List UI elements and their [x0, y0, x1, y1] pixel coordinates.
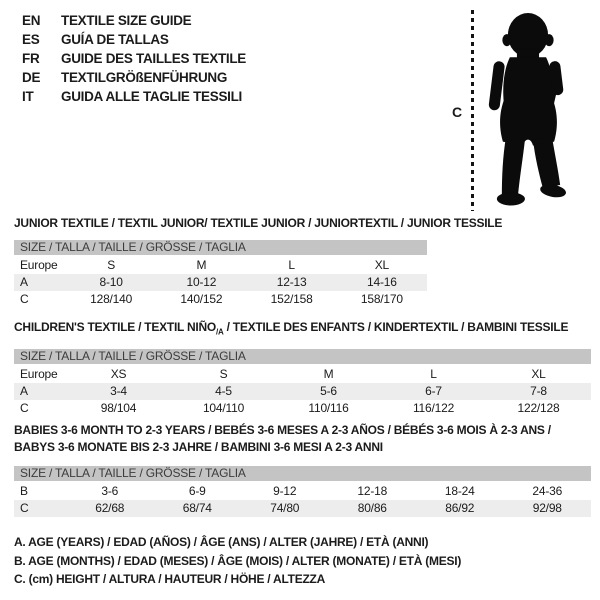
language-row-de	[22, 68, 246, 87]
table-cell: L	[288, 258, 295, 272]
language-code: IT	[22, 89, 34, 104]
table-cell: XL	[374, 258, 390, 272]
table-cell: S	[219, 367, 228, 381]
row-label: C	[20, 401, 29, 415]
height-measure-label: C	[452, 104, 463, 120]
table-row-height	[14, 400, 591, 417]
footnotes	[14, 533, 461, 589]
language-code: ES	[22, 32, 40, 47]
table-cell: 62/68	[95, 501, 125, 515]
height-measure-dashed-line	[471, 10, 474, 211]
row-label: Europe	[20, 367, 58, 381]
babies-table-title-line2: BABYS 3-6 MONATE BIS 2-3 JAHRE / BAMBINI 3-6 MESI A 2-3 ANNI	[14, 440, 383, 454]
size-header-bar: SIZE / TALLA / TAILLE / GRÖSSE / TAGLIA	[14, 240, 427, 255]
language-list	[22, 11, 246, 106]
table-cell: 18-24	[444, 484, 475, 498]
language-row-fr	[22, 49, 246, 68]
language-code: EN	[22, 13, 41, 28]
table-cell: XS	[110, 367, 127, 381]
table-cell: 6-9	[188, 484, 206, 498]
table-cell: 24-36	[532, 484, 563, 498]
table-cell: 3-6	[101, 484, 119, 498]
language-row-es	[22, 30, 246, 49]
table-cell: 140/152	[180, 292, 223, 306]
language-row-en	[22, 11, 246, 30]
table-cell: 152/158	[270, 292, 313, 306]
language-label: TEXTILGRÖßENFÜHRUNG	[61, 70, 228, 85]
table-cell: 92/98	[532, 501, 562, 515]
row-label: A	[20, 275, 28, 289]
language-label: TEXTILE SIZE GUIDE	[61, 13, 192, 28]
table-cell: 80/86	[357, 501, 387, 515]
table-row-europe	[14, 366, 591, 383]
footnote-a: A. AGE (YEARS) / EDAD (AÑOS) / ÂGE (ANS) / ALTER (JAHRE) / ETÀ (ANNI)	[14, 535, 429, 549]
table-row-age	[14, 383, 591, 400]
language-code: FR	[22, 51, 40, 66]
language-code: DE	[22, 70, 41, 85]
table-cell: 74/80	[270, 501, 300, 515]
table-cell: 110/116	[308, 401, 349, 415]
children-title-pre: CHILDREN'S TEXTILE / TEXTIL NIÑO	[14, 320, 216, 334]
table-cell: M	[323, 367, 334, 381]
language-label: GUÍA DE TALLAS	[61, 32, 169, 47]
table-cell: 10-12	[186, 275, 217, 289]
row-label: C	[20, 501, 29, 515]
table-cell: 116/122	[412, 401, 455, 415]
footnote-b: B. AGE (MONTHS) / EDAD (MESES) / ÂGE (MOIS) / ALTER (MONATE) / ETÀ (MESI)	[14, 553, 462, 568]
language-label: GUIDA ALLE TAGLIE TESSILI	[61, 89, 242, 104]
row-label: A	[20, 384, 28, 398]
table-cell: 12-18	[357, 484, 388, 498]
table-cell: M	[196, 258, 207, 272]
table-cell: 3-4	[110, 384, 127, 398]
table-row-height	[14, 500, 591, 517]
table-cell: 68/74	[182, 501, 212, 515]
table-cell: 5-6	[320, 384, 337, 398]
children-title-sub: /A	[215, 327, 224, 337]
toddler-silhouette-icon	[483, 7, 579, 213]
junior-size-table	[14, 240, 427, 308]
table-row-age-months	[14, 483, 591, 500]
babies-size-table	[14, 466, 591, 517]
table-cell: 128/140	[90, 292, 133, 306]
row-label: Europe	[20, 258, 58, 272]
table-row-europe	[14, 257, 427, 274]
table-cell: 14-16	[367, 275, 397, 289]
language-label: GUIDE DES TAILLES TEXTILE	[61, 51, 247, 66]
table-cell: 86/92	[445, 501, 475, 515]
table-cell: S	[107, 258, 116, 272]
language-row-it	[22, 87, 246, 106]
size-header-bar: SIZE / TALLA / TAILLE / GRÖSSE / TAGLIA	[14, 466, 591, 481]
table-cell: 158/170	[360, 292, 403, 306]
children-title-post: / TEXTILE DES ENFANTS / KINDERTEXTIL / BAMBINI TESSILE	[223, 320, 569, 334]
table-row-age	[14, 274, 427, 291]
size-header-bar: SIZE / TALLA / TAILLE / GRÖSSE / TAGLIA	[14, 349, 591, 364]
babies-table-title-line1: BABIES 3-6 MONTH TO 2-3 YEARS / BEBÉS 3-6 MESES A 2-3 AÑOS / BÉBÉS 3-6 MOIS À 2-3 ANS /	[14, 423, 551, 437]
table-cell: XL	[531, 367, 546, 381]
table-cell: 104/110	[202, 401, 245, 415]
table-cell: 9-12	[273, 484, 297, 498]
table-cell: 122/128	[517, 401, 560, 415]
footnote-c: C. (cm) HEIGHT / ALTURA / HAUTEUR / HÖHE / ALTEZZA	[14, 572, 326, 586]
row-label: C	[20, 292, 29, 306]
children-table-title	[14, 320, 568, 336]
row-label: B	[20, 484, 28, 498]
table-cell: 4-5	[215, 384, 232, 398]
table-cell: L	[430, 367, 437, 381]
table-cell: 12-13	[276, 275, 307, 289]
table-cell: 7-8	[530, 384, 547, 398]
table-cell: 98/104	[100, 401, 137, 415]
children-size-table	[14, 349, 591, 417]
junior-table-title: JUNIOR TEXTILE / TEXTIL JUNIOR/ TEXTILE JUNIOR / JUNIORTEXTIL / JUNIOR TESSILE	[14, 216, 503, 230]
table-row-height	[14, 291, 427, 308]
table-cell: 6-7	[425, 384, 442, 398]
table-cell: 8-10	[99, 275, 123, 289]
